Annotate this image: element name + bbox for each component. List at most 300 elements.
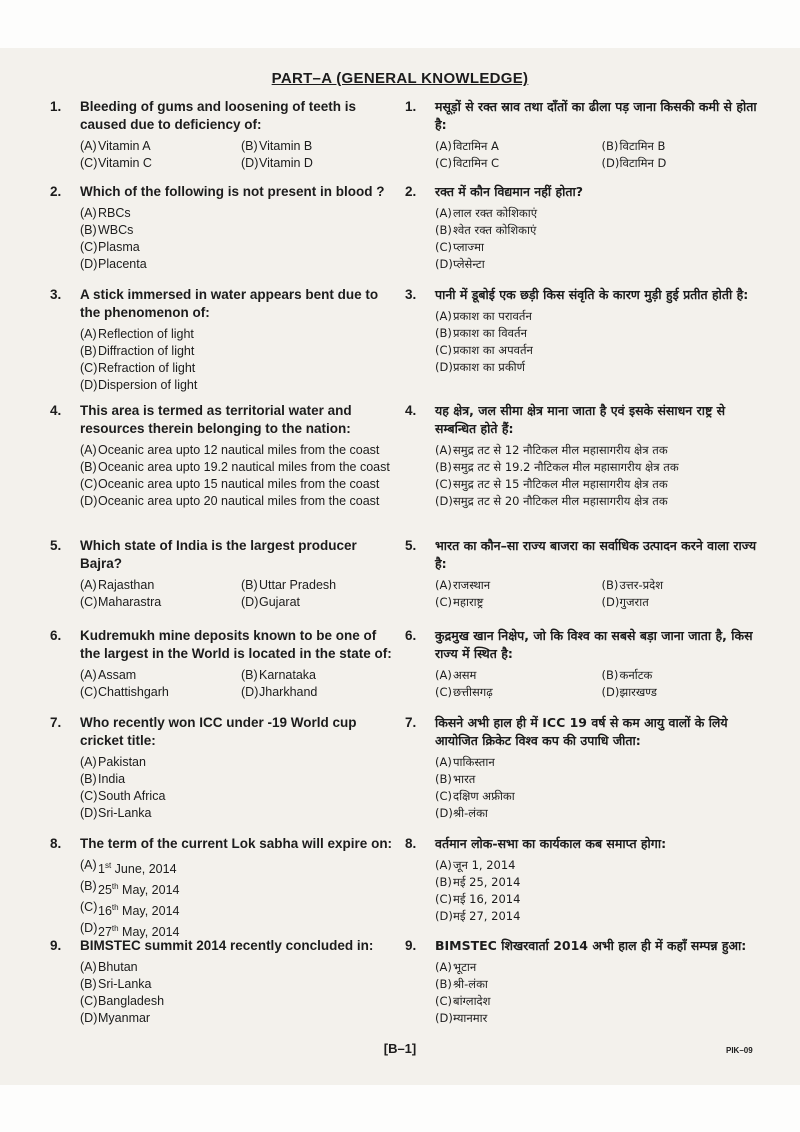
option-a — [435, 442, 760, 459]
question-header — [50, 537, 394, 573]
scan-margin-top — [0, 0, 800, 48]
option-text: समुद्र तट से 15 नौटिकल मील महासागरीय क्षेत्र तक — [453, 477, 668, 491]
option-label: (B) — [435, 326, 452, 340]
question-header — [405, 98, 760, 134]
option-text: Placenta — [98, 257, 147, 271]
option-a — [80, 754, 394, 771]
option-d — [435, 908, 760, 925]
option-text: बांग्लादेश — [453, 994, 491, 1008]
option-c — [80, 684, 233, 701]
option-text: Vitamin C — [98, 156, 152, 170]
option-a — [80, 577, 233, 594]
option-list — [435, 442, 760, 510]
option-a — [435, 754, 760, 771]
option-text: प्लाज्मा — [453, 240, 484, 254]
option-label: (C) — [80, 477, 98, 491]
scan-margin-bottom — [0, 1085, 800, 1132]
question-header — [50, 627, 394, 663]
option-label: (A) — [80, 206, 97, 220]
option-list — [435, 667, 760, 701]
option-label: (A) — [80, 858, 97, 872]
document-code: PIK–09 — [726, 1046, 753, 1055]
option-label: (C) — [80, 156, 98, 170]
option-list — [80, 754, 394, 822]
option-text: म्यानमार — [453, 1011, 488, 1025]
option-c — [80, 239, 394, 256]
option-text: मई 16, 2014 — [453, 892, 521, 906]
option-label: (D) — [80, 257, 98, 271]
option-label: (A) — [435, 858, 452, 872]
option-d — [80, 256, 394, 273]
question-number: 3. — [405, 287, 417, 302]
option-label: (B) — [601, 139, 619, 153]
option-b — [435, 874, 760, 891]
option-label: (C) — [80, 685, 98, 699]
option-list — [435, 959, 760, 1027]
option-b — [241, 667, 394, 684]
option-c — [435, 594, 594, 611]
option-text: पाकिस्तान — [453, 755, 495, 769]
option-text: प्रकाश का परावर्तन — [453, 309, 532, 323]
option-label: (D) — [80, 494, 98, 508]
option-text — [98, 857, 394, 878]
option-label: (A) — [435, 960, 452, 974]
option-label: (B) — [80, 460, 97, 474]
question-number: 4. — [405, 403, 417, 418]
option-text: Jharkhand — [259, 685, 318, 699]
option-text: प्लेसेन्टा — [453, 257, 485, 271]
question-text: यह क्षेत्र, जल सीमा क्षेत्र माना जाता है एवं इसके संसाधन राष्ट्र से सम्बन्धित होते हैं: — [435, 403, 726, 436]
option-label: (B) — [241, 139, 258, 153]
option-label: (D) — [435, 494, 453, 508]
question-number: 1. — [50, 99, 62, 114]
option-label: (B) — [80, 344, 97, 358]
question-text: Who recently won ICC under -19 World cup cricket title: — [80, 715, 357, 748]
question-number: 6. — [50, 628, 62, 643]
question-text: किसने अभी हाल ही में ICC 19 वर्ष से कम आयु वालों के लिये आयोजित क्रिकेट विश्व कप की उपाधि जीता: — [435, 715, 728, 748]
question-text: This area is termed as territorial water and resources therein belonging to the nation: — [80, 403, 352, 436]
option-c — [435, 239, 760, 256]
question-header — [50, 286, 394, 322]
option-c — [80, 993, 394, 1010]
option-a — [435, 857, 760, 874]
option-label: (D) — [435, 909, 453, 923]
option-b — [80, 459, 394, 476]
option-b — [435, 222, 760, 239]
option-text: विटामिन D — [619, 156, 667, 170]
question-2 — [405, 183, 760, 273]
option-text: समुद्र तट से 12 नौटिकल मील महासागरीय क्षेत्र तक — [453, 443, 668, 457]
option-d — [241, 594, 394, 611]
option-text: कर्नाटक — [619, 668, 653, 682]
question-text: पानी में डूबोई एक छड़ी किस संवृति के कारण मुड़ी हुई प्रतीत होती है: — [435, 287, 749, 302]
question-number: 3. — [50, 287, 62, 302]
option-label: (A) — [80, 443, 97, 457]
option-text: Gujarat — [259, 595, 300, 609]
option-list — [80, 857, 394, 942]
option-text: समुद्र तट से 19.2 नौटिकल मील महासागरीय क्षेत्र तक — [453, 460, 679, 474]
option-a — [435, 577, 594, 594]
option-text: Maharastra — [98, 595, 162, 609]
option-text: Dispersion of light — [98, 378, 198, 392]
question-3 — [405, 286, 760, 376]
option-a — [435, 667, 594, 684]
question-3 — [50, 286, 394, 394]
option-a — [435, 308, 760, 325]
option-text: Karnataka — [259, 668, 316, 682]
option-text: असम — [453, 668, 477, 682]
question-7 — [50, 714, 394, 822]
option-text — [98, 899, 394, 920]
option-label: (D) — [435, 1011, 453, 1025]
question-number: 7. — [50, 715, 62, 730]
question-header — [50, 183, 394, 201]
question-header — [50, 835, 394, 853]
option-date-suffix: th — [111, 882, 119, 892]
option-c — [435, 684, 594, 701]
option-text: Sri-Lanka — [98, 806, 152, 820]
option-label: (D) — [80, 378, 98, 392]
option-b — [80, 771, 394, 788]
option-d — [435, 493, 760, 510]
option-a — [80, 667, 233, 684]
option-text: छत्तीसगढ़ — [453, 685, 493, 699]
option-list — [435, 138, 760, 172]
option-list — [435, 205, 760, 273]
option-label: (B) — [80, 977, 97, 991]
option-label: (A) — [435, 309, 452, 323]
option-a — [80, 442, 394, 459]
question-text: वर्तमान लोक-सभा का कार्यकाल कब समाप्त होगा: — [435, 836, 667, 851]
option-a — [80, 959, 394, 976]
option-label: (C) — [435, 994, 453, 1008]
question-5 — [405, 537, 760, 611]
option-list — [80, 442, 394, 510]
option-label: (C) — [80, 789, 98, 803]
question-text: The term of the current Lok sabha will expire on: — [80, 836, 393, 851]
option-label: (C) — [435, 240, 453, 254]
question-text: Which of the following is not present in blood ? — [80, 184, 385, 199]
question-6 — [405, 627, 760, 701]
option-c — [435, 993, 760, 1010]
option-a — [80, 326, 394, 343]
question-header — [50, 98, 394, 134]
option-list — [80, 138, 394, 172]
question-text: Bleeding of gums and loosening of teeth is caused due to deficiency of: — [80, 99, 357, 132]
option-text: Rajasthan — [98, 578, 155, 592]
question-9 — [50, 937, 394, 1027]
option-b — [80, 222, 394, 239]
option-b — [241, 138, 394, 155]
option-text: प्रकाश का विवर्तन — [453, 326, 527, 340]
option-label: (B) — [80, 223, 97, 237]
question-number: 8. — [405, 836, 417, 851]
option-label: (A) — [80, 139, 97, 153]
option-label: (D) — [435, 360, 453, 374]
question-number: 2. — [50, 184, 62, 199]
option-text: लाल रक्त कोशिकाएं — [453, 206, 538, 220]
option-text: श्वेत रक्त कोशिकाएं — [453, 223, 537, 237]
option-d — [435, 805, 760, 822]
option-d — [80, 377, 394, 394]
option-text: प्रकाश का अपवर्तन — [453, 343, 533, 357]
option-c — [435, 788, 760, 805]
question-4 — [50, 402, 394, 510]
option-d — [80, 805, 394, 822]
option-date-day: 27 — [98, 925, 112, 940]
question-header — [405, 937, 760, 955]
option-label: (C) — [435, 343, 453, 357]
question-8 — [50, 835, 394, 942]
option-date-rest: May, 2014 — [118, 925, 180, 940]
option-list — [80, 205, 394, 273]
option-label: (C) — [80, 595, 98, 609]
option-label: (D) — [80, 806, 98, 820]
option-text: Vitamin D — [259, 156, 313, 170]
option-d — [80, 493, 394, 510]
option-list — [80, 959, 394, 1027]
option-text: Uttar Pradesh — [259, 578, 337, 592]
option-text: भारत — [453, 772, 476, 786]
question-number: 2. — [405, 184, 417, 199]
question-text: A stick immersed in water appears bent due to the phenomenon of: — [80, 287, 379, 320]
option-text: Oceanic area upto 20 nautical miles from the coast — [98, 494, 380, 508]
option-label: (A) — [435, 139, 452, 153]
option-text: मई 25, 2014 — [453, 875, 521, 889]
option-label: (B) — [435, 460, 452, 474]
option-text: जून 1, 2014 — [453, 858, 516, 872]
option-text: RBCs — [98, 206, 131, 220]
section-title: PART–A (GENERAL KNOWLEDGE) — [271, 70, 529, 87]
option-text: भूटान — [453, 960, 477, 974]
option-d — [435, 1010, 760, 1027]
option-text: राजस्थान — [453, 578, 491, 592]
option-list — [80, 577, 394, 611]
question-1 — [405, 98, 760, 172]
question-2 — [50, 183, 394, 273]
question-number: 9. — [50, 938, 62, 953]
question-header — [50, 402, 394, 438]
option-a — [80, 138, 233, 155]
option-label: (C) — [435, 892, 453, 906]
question-text: BIMSTEC summit 2014 recently concluded in: — [80, 938, 374, 953]
option-text: WBCs — [98, 223, 134, 237]
option-a — [435, 959, 760, 976]
option-label: (A) — [435, 578, 452, 592]
option-text: समुद्र तट से 20 नौटिकल मील महासागरीय क्षेत्र तक — [453, 494, 668, 508]
option-label: (C) — [435, 789, 453, 803]
question-number: 5. — [405, 538, 417, 553]
question-header — [50, 937, 394, 955]
question-header — [405, 537, 760, 573]
option-text: महाराष्ट्र — [453, 595, 484, 609]
option-c — [435, 155, 594, 172]
option-label: (B) — [241, 578, 258, 592]
option-list — [80, 326, 394, 394]
question-4 — [405, 402, 760, 510]
option-text: झारखण्ड — [619, 685, 657, 699]
option-text — [98, 878, 394, 899]
question-text: कुद्रमुख खान निक्षेप, जो कि विश्व का सबसे बड़ा जाना जाता है, किस राज्य में स्थित है: — [435, 628, 753, 661]
question-number: 8. — [50, 836, 62, 851]
question-number: 4. — [50, 403, 62, 418]
option-label: (A) — [80, 755, 97, 769]
option-list — [435, 857, 760, 925]
option-text: India — [98, 772, 126, 786]
option-text: विटामिन B — [619, 139, 666, 153]
option-text: Vitamin B — [259, 139, 313, 153]
option-label: (A) — [435, 755, 452, 769]
option-label: (C) — [435, 685, 453, 699]
option-b — [435, 976, 760, 993]
option-label: (C) — [80, 361, 98, 375]
option-b — [241, 577, 394, 594]
question-header — [50, 714, 394, 750]
question-6 — [50, 627, 394, 701]
option-list — [435, 754, 760, 822]
question-text: रक्त में कौन विद्यमान नहीं होता? — [435, 184, 583, 199]
option-label: (A) — [80, 960, 97, 974]
section-header — [0, 70, 800, 88]
option-text: Pakistan — [98, 755, 146, 769]
option-date-suffix: th — [111, 924, 119, 934]
option-text: मई 27, 2014 — [453, 909, 521, 923]
option-d — [241, 684, 394, 701]
option-text: Diffraction of light — [98, 344, 195, 358]
option-c — [80, 788, 394, 805]
option-label: (A) — [80, 668, 97, 682]
question-header — [405, 183, 760, 201]
option-text: Vitamin A — [98, 139, 151, 153]
option-text: विटामिन A — [453, 139, 499, 153]
option-label: (A) — [435, 443, 452, 457]
question-header — [405, 835, 760, 853]
option-c — [80, 594, 233, 611]
question-9 — [405, 937, 760, 1027]
option-text: श्री-लंका — [453, 806, 488, 820]
question-number: 6. — [405, 628, 417, 643]
option-d — [241, 155, 394, 172]
option-text: Bhutan — [98, 960, 138, 974]
option-text: Oceanic area upto 19.2 nautical miles from the coast — [98, 460, 390, 474]
option-list — [435, 308, 760, 376]
option-d — [602, 594, 761, 611]
option-list — [80, 667, 394, 701]
option-label: (B) — [80, 879, 97, 894]
option-date-day: 1 — [98, 862, 105, 877]
option-b — [602, 667, 761, 684]
option-label: (B) — [241, 668, 258, 682]
question-1 — [50, 98, 394, 172]
option-label: (B) — [435, 977, 452, 991]
option-list — [435, 577, 760, 611]
option-date-rest: June, 2014 — [111, 862, 177, 877]
option-b — [435, 325, 760, 342]
option-c — [435, 891, 760, 908]
option-b — [80, 343, 394, 360]
option-text: श्री-लंका — [453, 977, 488, 991]
question-number: 9. — [405, 938, 417, 953]
option-label: (C) — [80, 994, 98, 1008]
question-header — [405, 627, 760, 663]
option-label: (D) — [241, 595, 259, 609]
option-b — [435, 771, 760, 788]
question-text: मसूड़ों से रक्त स्राव तथा दाँतों का ढीला पड़ जाना किसकी कमी से होता है: — [435, 99, 757, 132]
question-8 — [405, 835, 760, 925]
option-date-suffix: th — [111, 903, 119, 913]
question-header — [405, 714, 760, 750]
option-text: विटामिन C — [453, 156, 500, 170]
option-date-suffix: st — [104, 861, 112, 870]
question-text: Which state of India is the largest producer Bajra? — [80, 538, 357, 571]
option-date-day: 16 — [98, 904, 112, 919]
page-code: [B–1] — [383, 1041, 417, 1056]
option-label: (C) — [435, 595, 453, 609]
option-d — [80, 1010, 394, 1027]
question-5 — [50, 537, 394, 611]
option-a — [80, 205, 394, 222]
option-label: (D) — [601, 156, 620, 170]
question-header — [405, 402, 760, 438]
option-a — [435, 205, 760, 222]
option-label: (B) — [435, 223, 452, 237]
option-label: (A) — [80, 578, 97, 592]
option-text: Plasma — [98, 240, 140, 254]
option-c — [435, 342, 760, 359]
option-label: (D) — [601, 685, 620, 699]
option-text: Chattishgarh — [98, 685, 169, 699]
option-text: प्रकाश का प्रकीर्ण — [453, 360, 525, 374]
option-label: (B) — [435, 875, 452, 889]
option-label: (D) — [241, 685, 259, 699]
option-b — [602, 577, 761, 594]
question-text: Kudremukh mine deposits known to be one of the largest in the World is located in the state of: — [80, 628, 392, 661]
option-label: (C) — [80, 240, 98, 254]
question-header — [405, 286, 760, 304]
option-label: (D) — [435, 806, 453, 820]
option-text: उत्तर-प्रदेश — [619, 578, 664, 592]
option-d — [602, 684, 761, 701]
option-a — [435, 138, 594, 155]
option-d — [435, 359, 760, 376]
option-label: (B) — [601, 578, 619, 592]
option-text: Reflection of light — [98, 327, 194, 341]
question-text: BIMSTEC शिखरवार्ता 2014 अभी हाल ही में कहाँ सम्पन्न हुआ: — [435, 938, 747, 953]
option-label: (A) — [80, 327, 97, 341]
option-text: Refraction of light — [98, 361, 196, 375]
option-label: (C) — [435, 477, 453, 491]
option-date-rest: May, 2014 — [118, 904, 180, 919]
question-number: 1. — [405, 99, 417, 114]
option-label: (B) — [435, 772, 452, 786]
option-label: (C) — [80, 900, 98, 915]
question-text: भारत का कौन–सा राज्य बाजरा का सर्वाधिक उत्पादन करने वाला राज्य है: — [435, 538, 757, 571]
option-d — [602, 155, 761, 172]
option-c — [80, 899, 394, 920]
option-label: (C) — [435, 156, 453, 170]
option-a — [80, 857, 394, 878]
option-text: Assam — [98, 668, 137, 682]
option-label: (D) — [241, 156, 259, 170]
option-b — [80, 878, 394, 899]
option-text: Oceanic area upto 15 nautical miles from the coast — [98, 477, 380, 491]
option-text: दक्षिण अफ्रीका — [453, 789, 515, 803]
option-label: (D) — [435, 257, 453, 271]
option-label: (A) — [435, 668, 452, 682]
option-text: Myanmar — [98, 1011, 151, 1025]
option-c — [80, 476, 394, 493]
option-b — [435, 459, 760, 476]
